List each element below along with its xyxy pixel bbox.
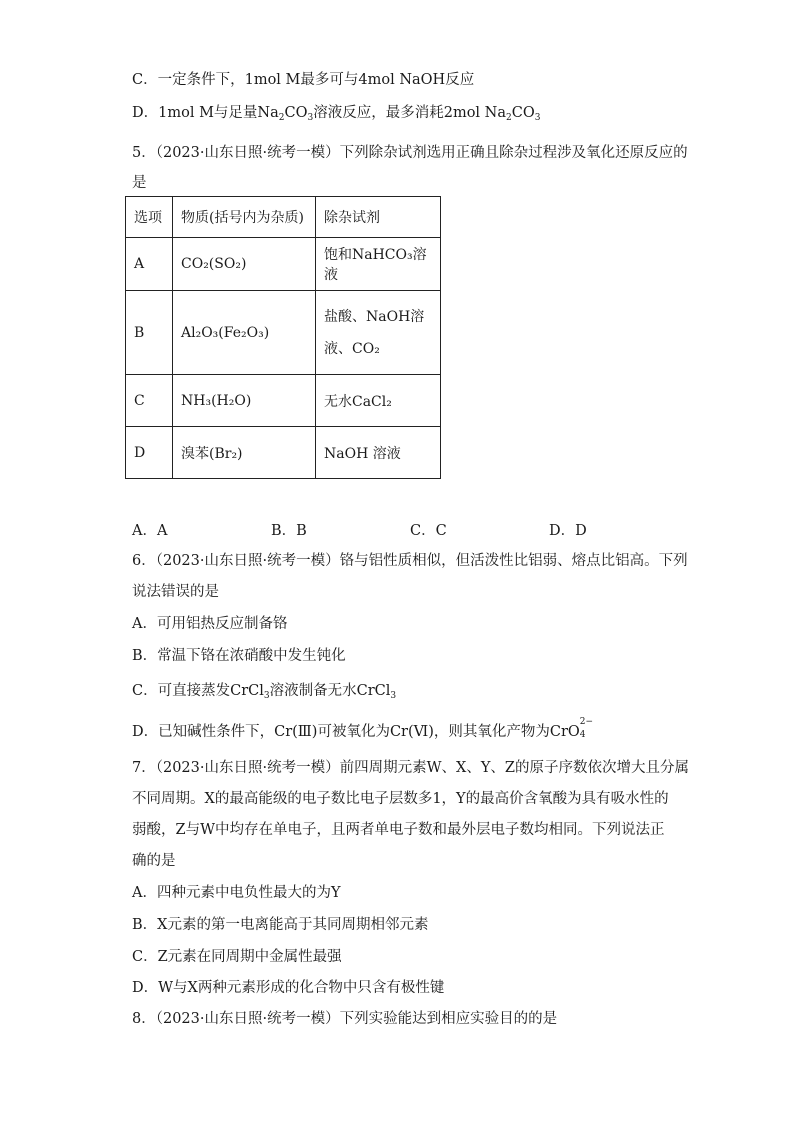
q5-choices	[132, 519, 692, 540]
row-option: A	[126, 238, 173, 291]
q4-option-d: D．1mol M与足量$Na_2CO_3$溶液反应，最多消耗2mol $Na_2CO_3$	[132, 105, 541, 123]
table-header-row	[126, 197, 441, 238]
q6-stem-line2: 说法错误的是	[132, 584, 219, 600]
q5-stem-line1: 5．（2023·山东日照·统考一模）下列除杂试剂选用正确且除杂过程涉及氧化还原反应的	[132, 145, 688, 161]
row-reagent: 盐酸、NaOH溶液、CO₂	[316, 291, 441, 375]
q4-option-c: C．一定条件下，1mol M最多可与4mol NaOH反应	[132, 72, 475, 88]
row-substance: CO₂(SO₂)	[173, 238, 316, 291]
q7-option-a: A．四种元素中电负性最大的为Y	[132, 885, 341, 901]
q6-stem-line1: 6．（2023·山东日照·统考一模）铬与铝性质相似，但活泼性比铝弱、熔点比铝高。下列	[132, 553, 688, 569]
header-reagent: 除杂试剂	[316, 197, 441, 238]
table-row	[126, 375, 441, 427]
row-option: C	[126, 375, 173, 427]
q5-choice-d: D．D	[549, 523, 587, 539]
q7-stem-line1: 7．（2023·山东日照·统考一模）前四周期元素W、X、Y、Z的原子序数依次增大且分属	[132, 760, 689, 776]
q5-choice-a: A．A	[132, 523, 168, 539]
q6-option-c: C．可直接蒸发CrCl$_3$溶液制备无水CrCl$_3$	[132, 683, 397, 701]
q5-stem-line2: 是	[132, 175, 147, 191]
q5-table	[125, 196, 441, 479]
q7-option-d: D．W与X两种元素形成的化合物中只含有极性键	[132, 980, 445, 996]
row-substance: NH₃(H₂O)	[173, 375, 316, 427]
q8-stem-line1: 8．（2023·山东日照·统考一模）下列实验能达到相应实验目的的是	[132, 1011, 558, 1027]
table-row	[126, 291, 441, 375]
table-row	[126, 238, 441, 291]
row-substance: Al₂O₃(Fe₂O₃)	[173, 291, 316, 375]
q7-stem-line4: 确的是	[132, 853, 176, 869]
q6-option-a: A．可用铝热反应制备铬	[132, 616, 288, 632]
row-option: D	[126, 427, 173, 479]
row-reagent: 饱和NaHCO₃溶液	[316, 238, 441, 291]
header-option: 选项	[126, 197, 173, 238]
row-reagent: NaOH 溶液	[316, 427, 441, 479]
q6-option-d: D．已知碱性条件下，Cr(Ⅲ)可被氧化为Cr(Ⅵ)，则其氧化产物为CrO 2− 4	[132, 717, 594, 740]
q7-stem-line2: 不同周期。X的最高能级的电子数比电子层数多1，Y的最高价含氧酸为具有吸水性的	[132, 791, 669, 807]
header-substance: 物质(括号内为杂质)	[173, 197, 316, 238]
row-option: B	[126, 291, 173, 375]
q7-option-b: B．X元素的第一电离能高于其同周期相邻元素	[132, 917, 429, 933]
q5-choice-b: B．B	[271, 523, 307, 539]
q7-stem-line3: 弱酸，Z与W中均存在单电子，且两者单电子数和最外层电子数均相同。下列说法正	[132, 822, 665, 838]
q6-option-b: B．常温下铬在浓硝酸中发生钝化	[132, 648, 346, 664]
table-row	[126, 427, 441, 479]
row-substance: 溴苯(Br₂)	[173, 427, 316, 479]
row-reagent: 无水CaCl₂	[316, 375, 441, 427]
q7-option-c: C．Z元素在同周期中金属性最强	[132, 949, 342, 965]
q5-choice-c: C．C	[410, 523, 447, 539]
